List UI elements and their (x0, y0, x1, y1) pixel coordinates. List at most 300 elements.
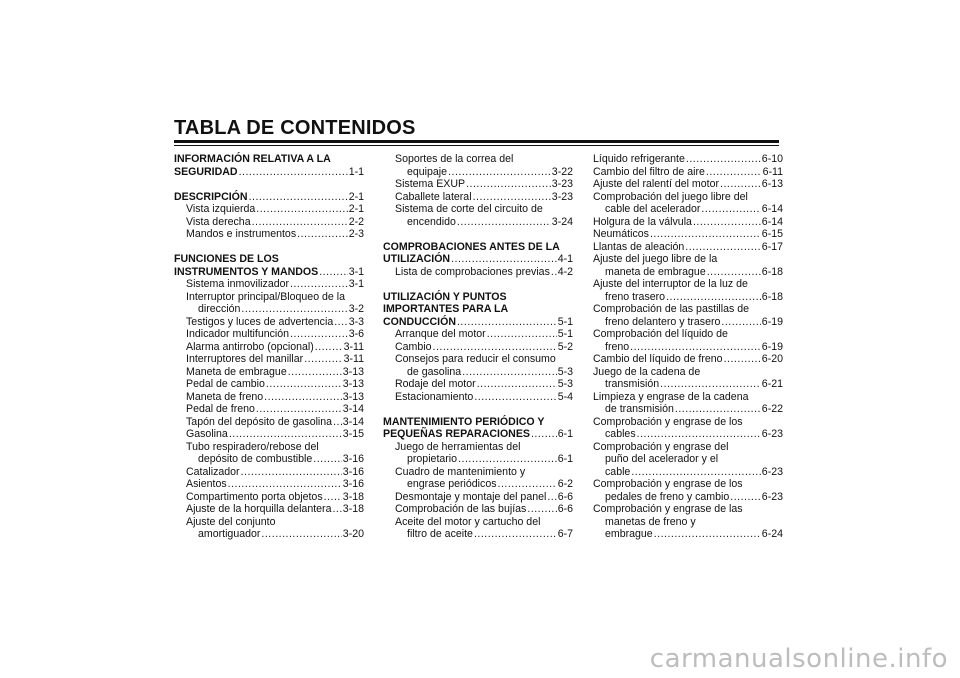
toc-page-number: 3-13 (342, 378, 364, 390)
toc-entry-text: Sistema EXUP (395, 178, 466, 190)
toc-entry-line (593, 316, 783, 329)
toc-entry-text: Caballete lateral (395, 190, 472, 203)
page-title: TABLA DE CONTENIDOS (174, 117, 416, 139)
dot-leader (474, 528, 557, 541)
dot-leader (730, 491, 761, 504)
toc-entry[interactable] (383, 441, 573, 466)
toc-entry-line (593, 216, 783, 229)
toc-page-number: 5-1 (557, 315, 573, 328)
toc-entry[interactable] (383, 266, 573, 279)
toc-entry[interactable] (593, 416, 783, 441)
toc-entry-text: IMPORTANTES PARA LA (383, 303, 509, 315)
dot-leader (333, 416, 342, 429)
dot-leader (324, 491, 342, 504)
toc-entry-line (174, 278, 364, 291)
dot-leader (666, 291, 761, 304)
toc-entry-text: CONDUCCIÓN (383, 315, 456, 328)
toc-entry-text: Limpieza y engrase de la cadena (593, 390, 749, 403)
toc-entry[interactable] (593, 178, 783, 191)
toc-entry-line (174, 316, 364, 329)
toc-entry-line (174, 416, 364, 429)
toc-entry[interactable] (383, 153, 573, 178)
toc-page-number: 3-18 (342, 503, 364, 515)
toc-entry-line (593, 378, 783, 391)
toc-entry-text: Vista derecha (186, 215, 251, 228)
dot-leader (241, 466, 342, 479)
toc-entry-line (174, 203, 364, 216)
toc-entry-text: Arranque del motor (395, 328, 486, 340)
toc-entry-line (383, 341, 573, 354)
dot-leader (229, 428, 342, 441)
toc-page-number: 5-1 (557, 328, 573, 340)
dot-leader (487, 328, 557, 341)
toc-entry-text: Sistema de corte del circuito de (395, 203, 543, 215)
toc-entry[interactable] (174, 291, 364, 316)
toc-entry[interactable] (174, 428, 364, 441)
toc-page-number: 2-1 (348, 203, 364, 215)
toc-entry[interactable] (383, 341, 573, 354)
title-rule (174, 140, 779, 143)
toc-entry-text: cables (605, 428, 636, 440)
toc-page-number: 2-1 (348, 190, 364, 203)
toc-page-number: 3-13 (342, 390, 364, 403)
toc-entry-text: Interruptor principal/Bloqueo de la (186, 290, 346, 303)
toc-entry-line (383, 503, 573, 516)
toc-entry[interactable] (383, 353, 573, 378)
toc-page-number: 6-23 (761, 490, 783, 503)
toc-entry[interactable] (174, 341, 364, 354)
toc-page-number: 3-14 (342, 403, 364, 415)
toc-page-number: 3-18 (342, 490, 364, 503)
toc-entry-text: Interruptores del manillar (186, 353, 304, 365)
toc-entry[interactable] (174, 516, 364, 541)
toc-entry-text: freno delantero y trasero (605, 315, 721, 328)
dot-leader (654, 528, 761, 541)
toc-entry[interactable] (174, 416, 364, 429)
toc-page-number: 6-6 (557, 490, 573, 503)
toc-entry-text: Maneta de embrague (186, 365, 287, 378)
dot-leader (724, 353, 761, 366)
dot-leader (473, 191, 551, 204)
toc-entry-line (593, 178, 783, 191)
toc-entry[interactable] (383, 491, 573, 504)
toc-entry-text: FUNCIONES DE LOS (174, 253, 279, 265)
toc-page-number: 6-19 (761, 340, 783, 353)
toc-entry-line (383, 378, 573, 391)
toc-section-heading[interactable] (174, 191, 364, 204)
toc-entry-text: Comprobación y engrase de los (593, 478, 743, 490)
toc-entry-line (383, 178, 573, 191)
toc-entry-text: filtro de aceite (407, 528, 473, 540)
toc-entry[interactable] (593, 478, 783, 503)
toc-entry-text: Consejos para reducir el consumo (395, 353, 556, 365)
toc-page-number: 3-16 (342, 465, 364, 478)
toc-entry-text: Comprobación y engrase del (593, 440, 729, 453)
dot-leader (334, 316, 347, 329)
toc-entry-line (593, 291, 783, 304)
toc-entry-text: Soportes de la correa del (395, 153, 514, 165)
toc-entry-text: Sistema inmovilizador (186, 278, 290, 290)
toc-entry-text: freno trasero (605, 290, 666, 303)
dot-leader (685, 241, 761, 254)
toc-entry-text: Cuadro de mantenimiento y (395, 465, 526, 478)
toc-entry-text: Aceite del motor y cartucho del (395, 515, 541, 528)
toc-page-number: 3-11 (343, 353, 364, 365)
dot-leader (466, 178, 551, 191)
toc-section-heading[interactable] (383, 291, 573, 329)
toc-entry-text: DESCRIPCIÓN (174, 190, 248, 203)
toc-entry-text: transmisión (605, 378, 660, 390)
toc-page-number: 3-13 (342, 365, 364, 378)
toc-spacer (174, 241, 364, 254)
toc-column-2 (383, 153, 573, 541)
toc-entry-text: Llantas de aleación (593, 240, 685, 253)
toc-entry-line (174, 303, 364, 316)
toc-page-number: 6-1 (557, 428, 573, 440)
toc-entry[interactable] (174, 203, 364, 216)
toc-page-number: 5-3 (557, 378, 573, 390)
toc-entry-text: maneta de embrague (605, 265, 706, 278)
dot-leader (457, 316, 557, 329)
toc-entry-line (174, 266, 364, 279)
toc-page-number: 3-24 (551, 215, 573, 228)
toc-spacer (174, 178, 364, 191)
toc-entry-text: MANTENIMIENTO PERIÓDICO Y (383, 415, 545, 428)
toc-entry-line (383, 216, 573, 229)
dot-leader (531, 428, 557, 441)
toc-page-number: 6-15 (761, 228, 783, 240)
toc-entry-line (174, 166, 364, 179)
toc-entry-text: Maneta de freno (186, 390, 264, 403)
toc-entry-text: PEQUEÑAS REPARACIONES (383, 428, 530, 440)
toc-entry[interactable] (383, 503, 573, 516)
toc-entry-text: Comprobación y engrase de las (593, 503, 743, 515)
dot-leader (290, 278, 348, 291)
toc-entry-text: Pedal de cambio (186, 378, 265, 390)
toc-entry-text: Vista izquierda (186, 203, 256, 215)
toc-entry-text: pedales de freno y cambio (605, 490, 730, 503)
toc-section-heading[interactable] (174, 153, 364, 178)
toc-entry-text: Neumáticos (593, 228, 649, 240)
dot-leader (315, 341, 343, 354)
toc-entry-line (174, 466, 364, 479)
dot-leader (457, 216, 551, 229)
toc-entry-line (383, 316, 573, 329)
toc-entry-text: Gasolina (186, 428, 228, 440)
toc-entry[interactable] (593, 366, 783, 391)
dot-leader (451, 253, 557, 266)
title-rule-thin (174, 145, 779, 146)
toc-entry[interactable] (174, 391, 364, 404)
toc-spacer (383, 278, 573, 291)
toc-entry-line (383, 391, 573, 404)
toc-page-number: 6-11 (762, 165, 783, 178)
toc-entry-text: Cambio del líquido de freno (593, 353, 723, 365)
toc-section-heading[interactable] (383, 416, 573, 441)
dot-leader (241, 303, 347, 316)
toc-page-number: 3-15 (342, 428, 364, 440)
dot-leader (228, 478, 342, 491)
toc-entry[interactable] (174, 353, 364, 366)
toc-entry[interactable] (174, 441, 364, 466)
toc-entry[interactable] (383, 191, 573, 204)
toc-section-heading[interactable] (174, 253, 364, 278)
toc-entry-text: Alarma antirrobo (opcional) (186, 340, 314, 353)
toc-entry[interactable] (174, 403, 364, 416)
toc-entry-text: Comprobación del líquido de (593, 328, 728, 340)
dot-leader (721, 316, 760, 329)
toc-entry-line (383, 478, 573, 491)
toc-page-number: 1-1 (348, 165, 364, 178)
toc-page-number: 6-2 (557, 478, 573, 490)
toc-spacer (383, 403, 573, 416)
toc-entry[interactable] (174, 491, 364, 504)
toc-entry-line (383, 453, 573, 466)
toc-entry[interactable] (174, 216, 364, 229)
toc-entry[interactable] (593, 241, 783, 254)
toc-entry-text: Ajuste del juego libre de la (593, 253, 718, 265)
toc-page-number: 6-24 (761, 528, 783, 540)
dot-leader (297, 228, 348, 241)
toc-entry-text: Indicador multifunción (186, 328, 290, 340)
toc-entry[interactable] (174, 478, 364, 491)
toc-page-number: 4-2 (557, 265, 573, 278)
toc-entry-text: UTILIZACIÓN (383, 253, 451, 265)
toc-entry-text: cable (605, 465, 631, 478)
toc-entry-text: SEGURIDAD (174, 165, 238, 178)
toc-entry-line (383, 491, 573, 504)
toc-column-1 (174, 153, 364, 541)
toc-page-number: 3-20 (342, 528, 364, 540)
toc-spacer (383, 228, 573, 241)
toc-entry-line (174, 378, 364, 391)
toc-entry-text: Lista de comprobaciones previas (395, 265, 550, 278)
toc-entry[interactable] (593, 166, 783, 179)
toc-entry-line (593, 153, 783, 166)
toc-entry-text: amortiguador (198, 528, 261, 540)
toc-entry-line (174, 453, 364, 466)
dot-leader (477, 378, 557, 391)
toc-entry[interactable] (383, 466, 573, 491)
toc-entry-text: Pedal de freno (186, 403, 255, 415)
toc-page-number: 3-1 (348, 265, 364, 278)
toc-page-number: 4-1 (557, 253, 573, 265)
toc-page-number: 6-18 (761, 290, 783, 303)
dot-leader (474, 391, 556, 404)
toc-entry-text: manetas de freno y (605, 515, 696, 528)
toc-entry-text: Rodaje del motor (395, 378, 476, 390)
toc-entry-text: Testigos y luces de advertencia (186, 315, 334, 328)
toc-page-number: 6-13 (761, 178, 783, 190)
toc-page-number: 6-17 (761, 240, 783, 253)
toc-entry-line (174, 191, 364, 204)
toc-entry-line (174, 491, 364, 504)
toc-entry[interactable] (174, 466, 364, 479)
toc-entry-text: engrase periódicos (407, 478, 497, 490)
toc-page-number: 3-14 (342, 415, 364, 428)
toc-entry-text: Comprobación de las pastillas de (593, 303, 750, 315)
toc-entry-line (593, 341, 783, 354)
toc-entry-line (383, 266, 573, 279)
toc-entry-line (593, 166, 783, 179)
toc-entry-line (174, 353, 364, 366)
toc-page-number: 5-3 (557, 365, 573, 378)
toc-entry-text: Catalizador (186, 465, 240, 478)
toc-entry-line (593, 428, 783, 441)
toc-entry-text: embrague (605, 528, 653, 540)
toc-entry[interactable] (593, 228, 783, 241)
toc-entry-text: Mandos e instrumentos (186, 228, 297, 240)
toc-page-number: 3-23 (551, 178, 573, 190)
dot-leader (256, 403, 342, 416)
toc-entry-text: de transmisión (605, 403, 674, 415)
toc-entry-text: Cambio (395, 340, 432, 353)
toc-page-number: 6-19 (761, 315, 783, 328)
toc-entry-text: Desmontaje y montaje del panel (395, 490, 547, 503)
toc-entry[interactable] (593, 191, 783, 216)
dot-leader (693, 216, 761, 229)
toc-entry-text: puño del acelerador y el (605, 453, 719, 465)
toc-entry[interactable] (383, 178, 573, 191)
toc-entry[interactable] (593, 253, 783, 278)
toc-entry-text: Compartimento porta objetos (186, 490, 323, 503)
toc-entry[interactable] (383, 203, 573, 228)
toc-entry[interactable] (593, 503, 783, 541)
toc-entry-text: Cambio del filtro de aire (593, 165, 705, 178)
toc-entry-line (383, 328, 573, 341)
dot-leader (462, 366, 556, 379)
dot-leader (290, 328, 348, 341)
toc-page-number: 5-2 (557, 340, 573, 353)
toc-entry-line (383, 528, 573, 541)
dot-leader (686, 153, 761, 166)
dot-leader (433, 341, 557, 354)
toc-entry-line (383, 253, 573, 266)
toc-entry[interactable] (593, 303, 783, 328)
toc-page-number: 3-22 (551, 165, 573, 178)
toc-entry-line (174, 216, 364, 229)
toc-page-number: 6-14 (761, 203, 783, 215)
toc-entry-text: depósito de combustible (198, 453, 313, 465)
dot-leader (630, 341, 761, 354)
toc-entry-line (174, 391, 364, 404)
dot-leader (551, 266, 557, 279)
toc-entry-line (174, 503, 364, 516)
toc-entry[interactable] (593, 153, 783, 166)
toc-page-number: 6-10 (761, 153, 783, 165)
dot-leader (239, 166, 348, 179)
dot-leader (650, 228, 761, 241)
dot-leader (701, 203, 760, 216)
dot-leader (249, 191, 348, 204)
dot-leader (264, 391, 342, 404)
toc-entry-text: Estacionamiento (395, 390, 474, 403)
dot-leader (313, 453, 342, 466)
toc-entry-text: encendido (407, 215, 456, 228)
toc-entry[interactable] (174, 378, 364, 391)
toc-entry-text: Tapón del depósito de gasolina (186, 415, 333, 428)
toc-entry[interactable] (593, 353, 783, 366)
toc-entry[interactable] (174, 328, 364, 341)
toc-entry[interactable] (593, 391, 783, 416)
toc-entry-line (383, 428, 573, 441)
toc-page-number: 2-2 (348, 215, 364, 228)
toc-entry-line (383, 191, 573, 204)
dot-leader (498, 478, 557, 491)
toc-entry-text: Juego de la cadena de (593, 365, 701, 378)
toc-page-number: 3-6 (348, 328, 364, 340)
toc-entry-text: INFORMACIÓN RELATIVA A LA (174, 153, 331, 165)
dot-leader (252, 216, 348, 229)
toc-entry[interactable] (593, 216, 783, 229)
toc-entry-line (174, 341, 364, 354)
toc-section-heading[interactable] (383, 241, 573, 266)
toc-entry-text: Juego de herramientas del (395, 440, 521, 453)
toc-page-number: 6-6 (557, 503, 573, 515)
dot-leader (458, 453, 557, 466)
dot-leader (332, 503, 341, 516)
dot-leader (720, 178, 761, 191)
toc-entry[interactable] (174, 366, 364, 379)
toc-page-number: 3-2 (348, 303, 364, 315)
toc-entry-line (174, 528, 364, 541)
toc-page-number: 6-7 (557, 528, 573, 540)
toc-page-number: 3-1 (348, 278, 364, 290)
toc-entry-text: COMPROBACIONES ANTES DE LA (383, 240, 560, 253)
toc-page-number: 5-4 (557, 390, 573, 403)
toc-entry-text: Ajuste del conjunto (186, 515, 276, 528)
toc-entry-text: Comprobación del juego libre del (593, 190, 748, 203)
toc-entry-line (593, 266, 783, 279)
toc-entry-line (593, 403, 783, 416)
dot-leader (675, 403, 761, 416)
toc-entry-text: cable del acelerador (605, 203, 701, 215)
toc-entry[interactable] (383, 516, 573, 541)
toc-entry[interactable] (593, 328, 783, 353)
toc-entry-text: dirección (198, 303, 241, 315)
toc-page-number: 6-21 (761, 378, 783, 390)
toc-entry[interactable] (174, 228, 364, 241)
dot-leader (637, 428, 761, 441)
toc-entry-line (174, 328, 364, 341)
dot-leader (707, 266, 761, 279)
toc-entry-text: Holgura de la válvula (593, 215, 692, 228)
dot-leader (256, 203, 347, 216)
toc-entry[interactable] (383, 328, 573, 341)
toc-entry-text: Ajuste del ralentí del motor (593, 178, 720, 190)
toc-entry[interactable] (383, 378, 573, 391)
toc-entry-line (174, 478, 364, 491)
toc-entry-line (383, 366, 573, 379)
toc-entry-text: Comprobación y engrase de los (593, 415, 743, 428)
toc-entry[interactable] (383, 391, 573, 404)
toc-entry-line (593, 241, 783, 254)
toc-entry-text: propietario (407, 453, 458, 465)
toc-entry[interactable] (174, 503, 364, 516)
toc-entry[interactable] (593, 278, 783, 303)
toc-page-number: 3-16 (342, 478, 364, 490)
toc-entry-text: equipaje (407, 165, 448, 178)
dot-leader (527, 503, 556, 516)
toc-entry[interactable] (174, 278, 364, 291)
dot-leader (266, 378, 342, 391)
toc-entry[interactable] (593, 441, 783, 479)
toc-entry[interactable] (174, 316, 364, 329)
toc-entry-line (174, 366, 364, 379)
toc-entry-text: Líquido refrigerante (593, 153, 685, 165)
toc-page-number: 3-3 (348, 315, 364, 328)
toc-entry-text: Ajuste del interruptor de la luz de (593, 278, 748, 290)
